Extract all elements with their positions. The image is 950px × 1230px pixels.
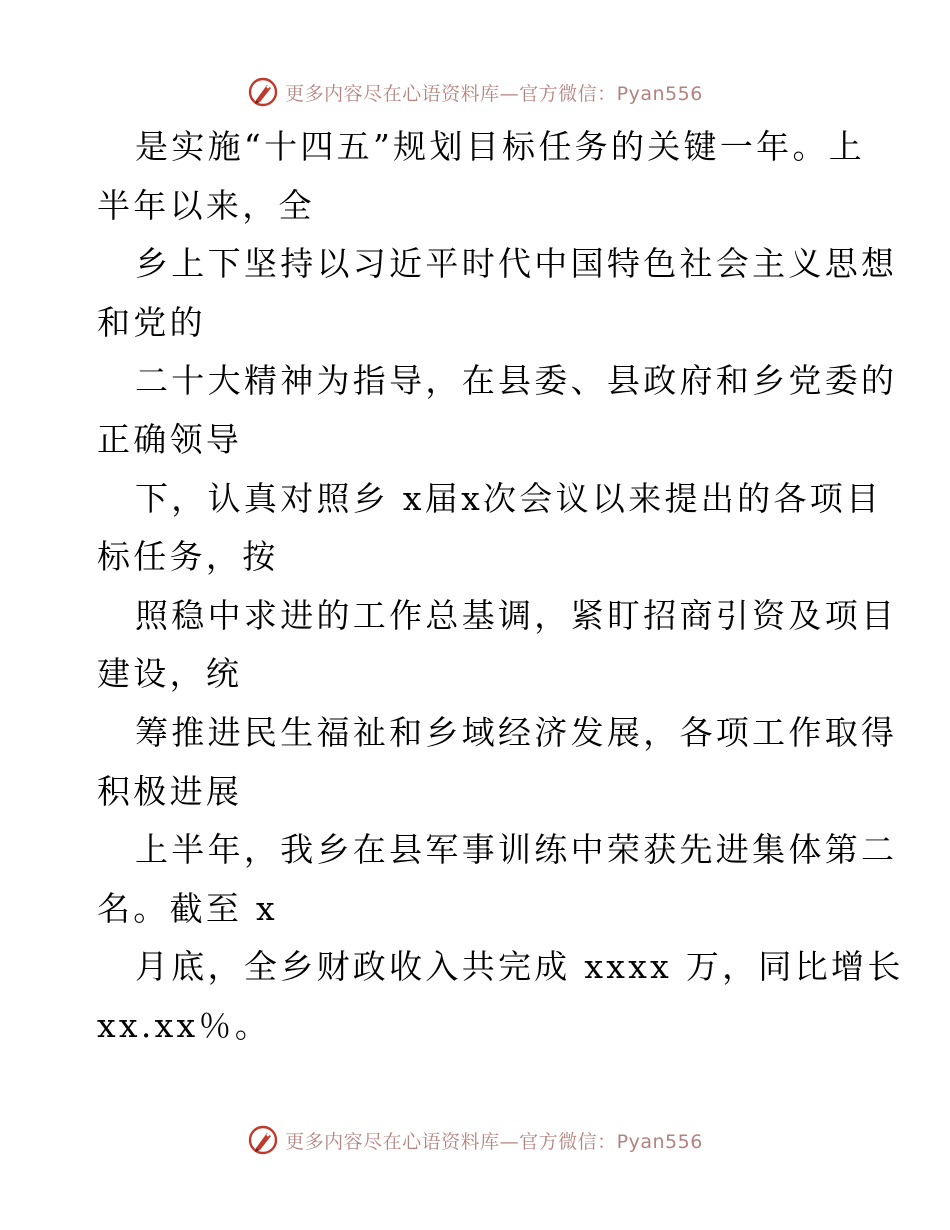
paragraph-line: 积极进展 xyxy=(97,771,243,811)
paragraph-line: 半年以来，全 xyxy=(97,185,315,225)
watermark-text: 更多内容尽在心语资料库—官方微信：Pyan556 xyxy=(285,82,703,105)
paragraph-line: 名。截至 x xyxy=(97,888,278,928)
paragraph-line: 照稳中求进的工作总基调，紧盯招商引资及项目 xyxy=(135,595,898,635)
paragraph-line: 和党的 xyxy=(97,302,206,342)
watermark-brand: Pyan556 xyxy=(616,1130,703,1153)
paragraph-line: 是实施“十四五”规划目标任务的关键一年。上 xyxy=(135,127,866,166)
paragraph-line: 月底，全乡财政收入共完成 xxxx 万，同比增长 xyxy=(135,947,904,987)
pen-nib-logo-icon xyxy=(247,1124,279,1156)
paragraph-line: 正确领导 xyxy=(97,419,243,459)
paragraph-line: 下，认真对照乡 x届x次会议以来提出的各项目 xyxy=(135,478,883,518)
document-body xyxy=(97,118,904,1056)
paragraph-line: 筹推进民生福祉和乡域经济发展，各项工作取得 xyxy=(135,712,898,752)
watermark-header xyxy=(0,72,950,112)
paragraph-line: 标任务，按 xyxy=(97,537,279,577)
paragraph-line: 建设，统 xyxy=(97,654,243,694)
pen-nib-logo-icon xyxy=(247,76,279,108)
paragraph-line: xx.xx％。 xyxy=(97,1005,272,1045)
watermark-brand: Pyan556 xyxy=(616,82,703,105)
watermark-text: 更多内容尽在心语资料库—官方微信：Pyan556 xyxy=(285,1130,703,1153)
paragraph-line: 乡上下坚持以习近平时代中国特色社会主义思想 xyxy=(135,244,898,284)
paragraph-line: 二十大精神为指导，在县委、县政府和乡党委的 xyxy=(135,361,898,401)
watermark-footer xyxy=(0,1120,950,1160)
paragraph-line: 上半年，我乡在县军事训练中荣获先进集体第二 xyxy=(135,830,898,870)
